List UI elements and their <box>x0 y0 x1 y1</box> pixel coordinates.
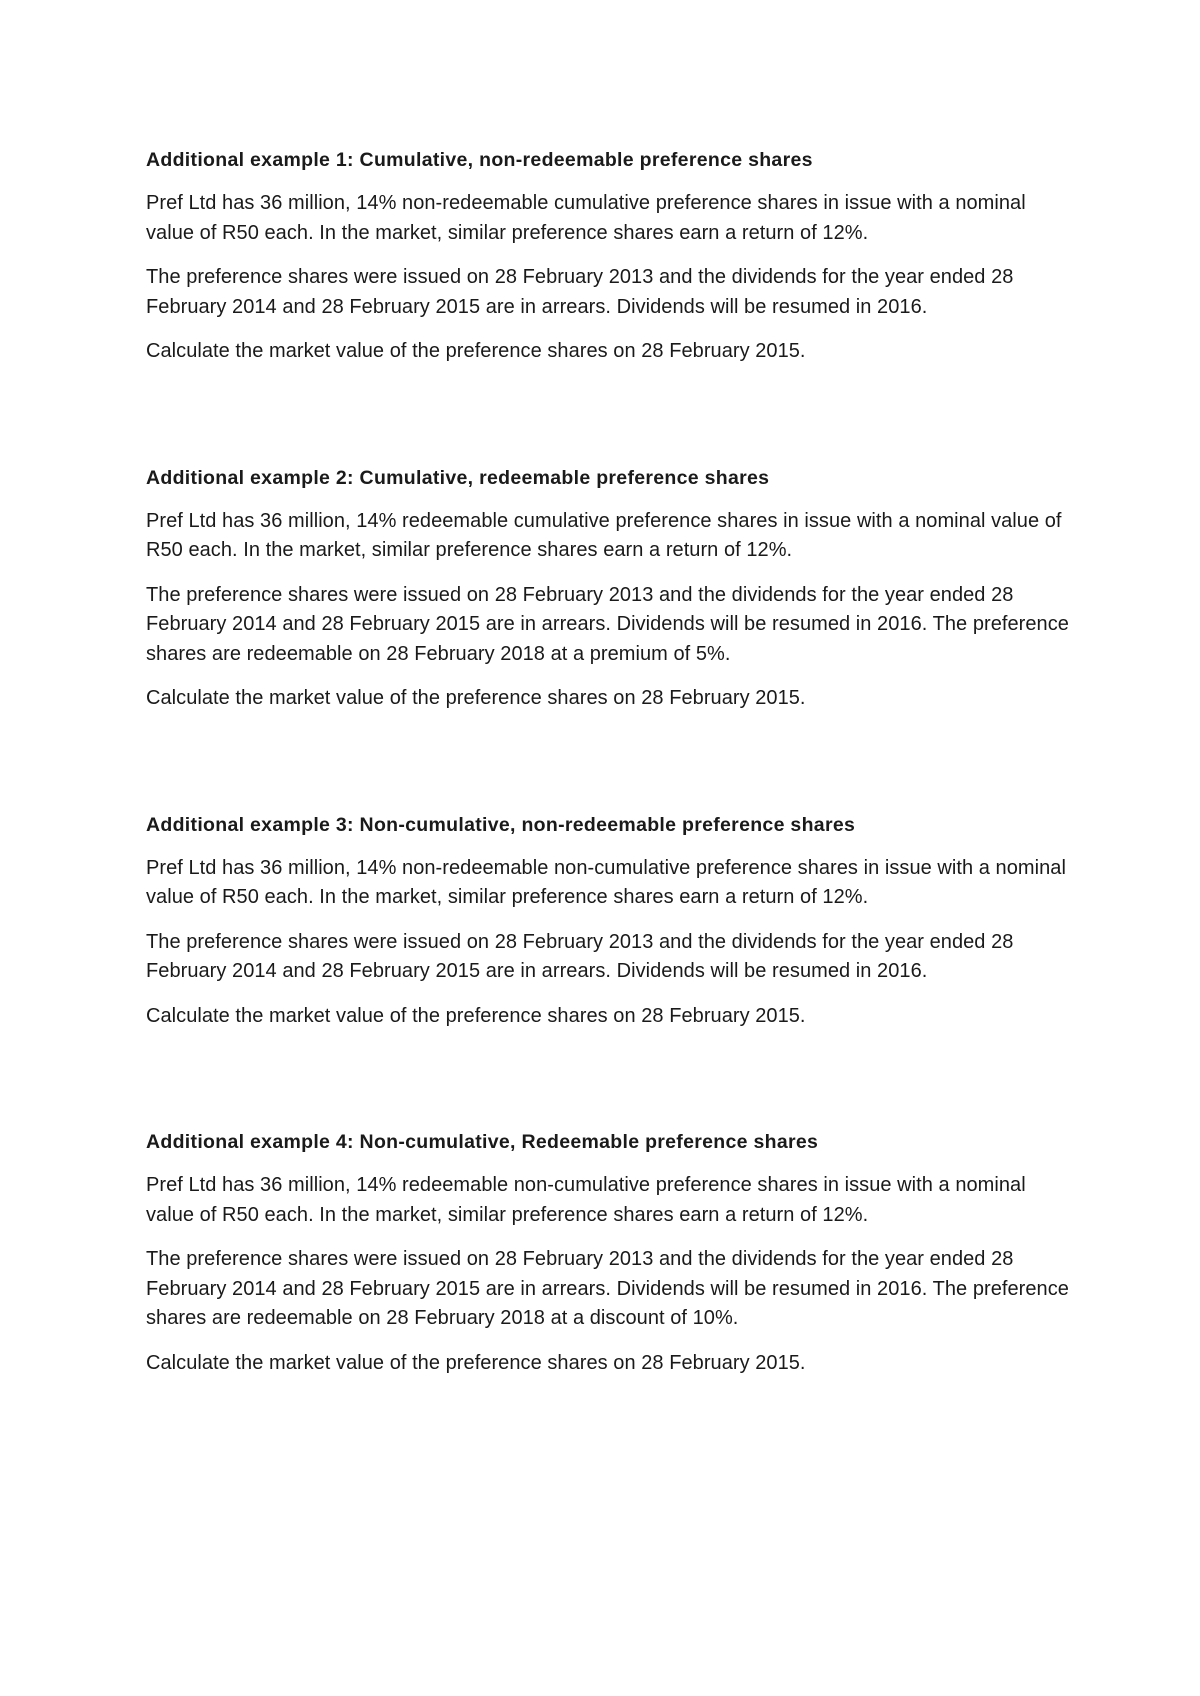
example-paragraph: Pref Ltd has 36 million, 14% redeemable cumulative preference shares in issue with a nominal value of R50 each. In the market, similar preference shares earn a return of 12%. <box>146 509 1062 561</box>
example-question: Calculate the market value of the preference shares on 28 February 2015. <box>146 687 806 709</box>
example-paragraph: Pref Ltd has 36 million, 14% non-redeemable non-cumulative preference shares in issue with a nominal value of R50 each. In the market, similar preference shares earn a return of 12%. <box>146 856 1066 908</box>
example-2 <box>146 464 1076 714</box>
example-paragraph: Pref Ltd has 36 million, 14% redeemable non-cumulative preference shares in issue with a nominal value of R50 each. In the market, similar preference shares earn a return of 12%. <box>146 1174 1026 1226</box>
example-heading: Additional example 1: Cumulative, non-redeemable preference shares <box>146 149 813 171</box>
example-heading: Additional example 3: Non-cumulative, non-redeemable preference shares <box>146 813 856 836</box>
example-question: Calculate the market value of the preference shares on 28 February 2015. <box>146 1004 806 1027</box>
example-paragraph: The preference shares were issued on 28 February 2013 and the dividends for the year ended 28 February 2014 and 28 February 2015 are in arrears. Dividends will be resumed in 2016. <box>146 266 1014 318</box>
example-3 <box>146 811 1076 1032</box>
example-paragraph: Pref Ltd has 36 million, 14% non-redeemable cumulative preference shares in issue with a nominal value of R50 each. In the market, similar preference shares earn a return of 12%. <box>146 192 1026 244</box>
document-page <box>146 146 1076 1378</box>
example-question: Calculate the market value of the preference shares on 28 February 2015. <box>146 1351 806 1374</box>
example-heading: Additional example 2: Cumulative, redeemable preference shares <box>146 466 770 489</box>
example-question: Calculate the market value of the preference shares on 28 February 2015. <box>146 340 806 362</box>
example-4 <box>146 1128 1076 1378</box>
example-paragraph: The preference shares were issued on 28 February 2013 and the dividends for the year ended 28 February 2014 and 28 February 2015 are in arrears. Dividends will be resumed in 2016. The preference shares are redeemable on 28 February 2018 at a premium of 5%. <box>146 583 1069 665</box>
example-paragraph: The preference shares were issued on 28 February 2013 and the dividends for the year ended 28 February 2014 and 28 February 2015 are in arrears. Dividends will be resumed in 2016. The preference shares are redeemable on 28 February 2018 at a discount of 10%. <box>146 1248 1069 1329</box>
example-heading: Additional example 4: Non-cumulative, Redeemable preference shares <box>146 1131 819 1153</box>
example-1 <box>146 146 1076 367</box>
example-paragraph: The preference shares were issued on 28 February 2013 and the dividends for the year ended 28 February 2014 and 28 February 2015 are in arrears. Dividends will be resumed in 2016. <box>146 930 1014 982</box>
